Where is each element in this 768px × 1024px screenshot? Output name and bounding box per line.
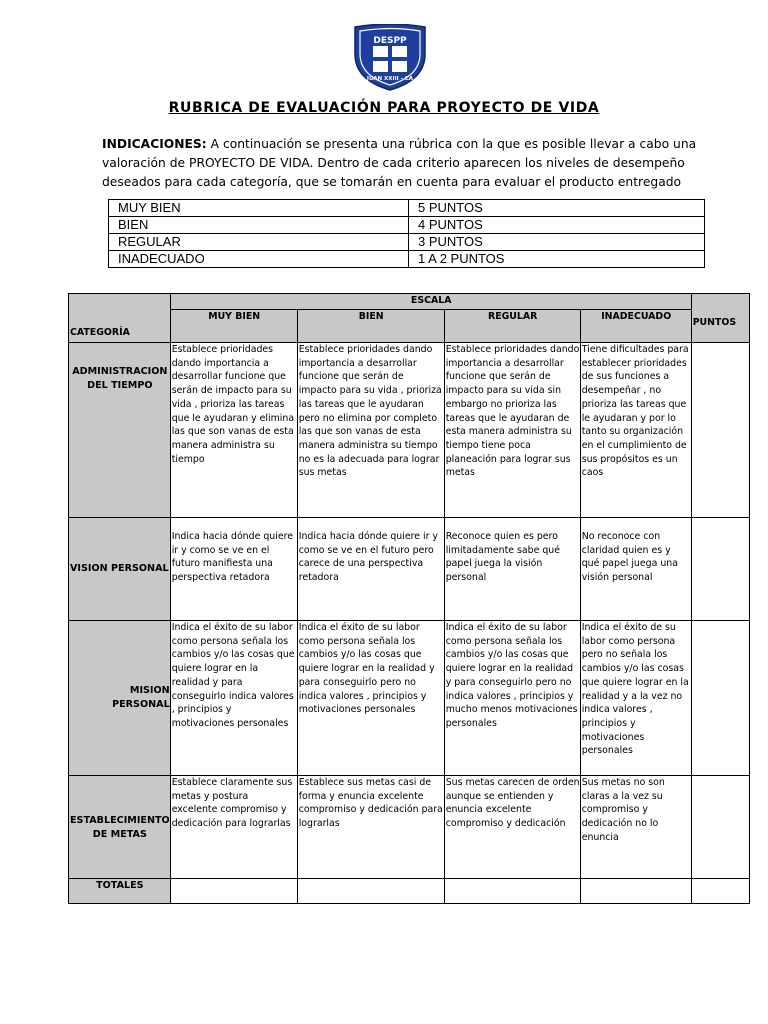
rubric-row: [69, 343, 750, 518]
points-cell: [691, 343, 749, 518]
criterion-regular: Reconoce quien es pero limitadamente sabe qué papel juega la visión personal: [444, 518, 580, 621]
scale-row: [109, 251, 705, 268]
total-cell: [170, 879, 297, 904]
scale-points: 5 PUNTOS: [409, 200, 705, 217]
page-title: RUBRICA DE EVALUACIÓN PARA PROYECTO DE VIDA: [168, 100, 600, 116]
logo-top-text: DESPP: [373, 36, 407, 46]
rubric-row: [69, 621, 750, 776]
criterion-muy-bien: Establece claramente sus metas y postura excelente compromiso y dedicación para lograrlas: [170, 776, 297, 879]
scale-level: BIEN: [109, 217, 409, 234]
criterion-inadecuado: Tiene dificultades para establecer prioridades de sus funciones a desempeñar , no prioriza las tareas que le ayudaran y por lo tanto su organización en el cumplimiento de sus propósitos es un caos: [580, 343, 691, 518]
criterion-inadecuado: Sus metas no son claras a la vez su compromiso y dedicación no lo enuncia: [580, 776, 691, 879]
total-cell: [580, 879, 691, 904]
header-bien: BIEN: [297, 310, 444, 343]
criterion-muy-bien: Establece prioridades dando importancia a desarrollar funcione que serán de impacto para su vida , prioriza las tareas que le ayudaran y elimina las que son vanas de esta manera administra su tiempo: [170, 343, 297, 518]
points-cell: [691, 776, 749, 879]
criterion-muy-bien: Indica hacia dónde quiere ir y como se ve en el futuro manifiesta una perspectiva retadora: [170, 518, 297, 621]
scale-points: 4 PUNTOS: [409, 217, 705, 234]
totales-label: TOTALES: [69, 879, 171, 904]
criterion-bien: Indica hacia dónde quiere ir y como se ve en el futuro pero carece de una perspectiva retadora: [297, 518, 444, 621]
indications-text: A continuación se presenta una rúbrica con la que es posible llevar a cabo una valoración de PROYECTO DE VIDA. Dentro de cada criterio aparecen los niveles de desempeño deseados para cada categoría, que se tomarán en cuenta para evaluar el producto entregado: [102, 137, 697, 189]
total-cell: [691, 879, 749, 904]
criterion-bien: Indica el éxito de su labor como persona señala los cambios y/o las cosas que quiere lograr en la realidad y para conseguirlo pero no indica valores , principios y motivaciones personales: [297, 621, 444, 776]
rubric-table: [68, 293, 750, 904]
totales-row: [69, 879, 750, 904]
category-cell: MISION PERSONAL: [69, 621, 171, 776]
criterion-muy-bien: Indica el éxito de su labor como persona señala los cambios y/o las cosas que quiere lograr en la realidad y para conseguirlo indica valores , principios y motivaciones personales: [170, 621, 297, 776]
category-cell: ADMINISTRACION DEL TIEMPO: [69, 343, 171, 518]
header-regular: REGULAR: [444, 310, 580, 343]
criterion-regular: Indica el éxito de su labor como persona señala los cambios y/o las cosas que quiere lograr en la realidad y para conseguirlo pero no indica valores , principios y mucho menos motivaciones personales: [444, 621, 580, 776]
total-cell: [297, 879, 444, 904]
scale-row: [109, 200, 705, 217]
rubric-header-row: [69, 294, 750, 310]
criterion-inadecuado: No reconoce con claridad quien es y qué papel juega una visión personal: [580, 518, 691, 621]
header-categoria: CATEGORÍA: [69, 294, 171, 343]
rubric-row: [69, 518, 750, 621]
criterion-inadecuado: Indica el éxito de su labor como persona pero no señala los cambios y/o las cosas que quiere lograr en la realidad y a la vez no indica valores , principios y motivaciones personales: [580, 621, 691, 776]
school-crest-logo: [351, 24, 429, 92]
indications-paragraph: [102, 135, 708, 192]
scale-level: REGULAR: [109, 234, 409, 251]
points-cell: [691, 518, 749, 621]
category-cell: VISION PERSONAL: [69, 518, 171, 621]
criterion-bien: Establece sus metas casi de forma y enuncia excelente compromiso y dedicación para lograrlas: [297, 776, 444, 879]
scale-level: MUY BIEN: [109, 200, 409, 217]
criterion-regular: Establece prioridades dando importancia a desarrollar funcione que serán de impacto para su vida sin embargo no prioriza las tareas que le ayudaran de esta manera administra su tiempo tiene poca planeación para lograr sus metas: [444, 343, 580, 518]
header-inadecuado: INADECUADO: [580, 310, 691, 343]
scale-row: [109, 234, 705, 251]
header-escala: ESCALA: [170, 294, 691, 310]
criterion-regular: Sus metas carecen de orden aunque se entienden y enuncia excelente compromiso y dedicación: [444, 776, 580, 879]
scale-table: [108, 199, 705, 268]
total-cell: [444, 879, 580, 904]
logo-bottom-text: JUAN XXIII - CA: [366, 76, 414, 82]
category-cell: ESTABLECIMIENTO DE METAS: [69, 776, 171, 879]
scale-row: [109, 217, 705, 234]
indications-label: INDICACIONES:: [102, 137, 207, 151]
scale-points: 3 PUNTOS: [409, 234, 705, 251]
scale-points: 1 A 2 PUNTOS: [409, 251, 705, 268]
points-cell: [691, 621, 749, 776]
rubric-row: [69, 776, 750, 879]
header-puntos: PUNTOS: [691, 294, 749, 343]
rubric-subheader-row: [69, 310, 750, 343]
criterion-bien: Establece prioridades dando importancia a desarrollar funcione que serán de impacto para su vida , prioriza las tareas que le ayudaran pero no elimina por completo las que son vanas de esta manera administra su tiempo no es la adecuada para lograr sus metas: [297, 343, 444, 518]
header-muy-bien: MUY BIEN: [170, 310, 297, 343]
scale-level: INADECUADO: [109, 251, 409, 268]
